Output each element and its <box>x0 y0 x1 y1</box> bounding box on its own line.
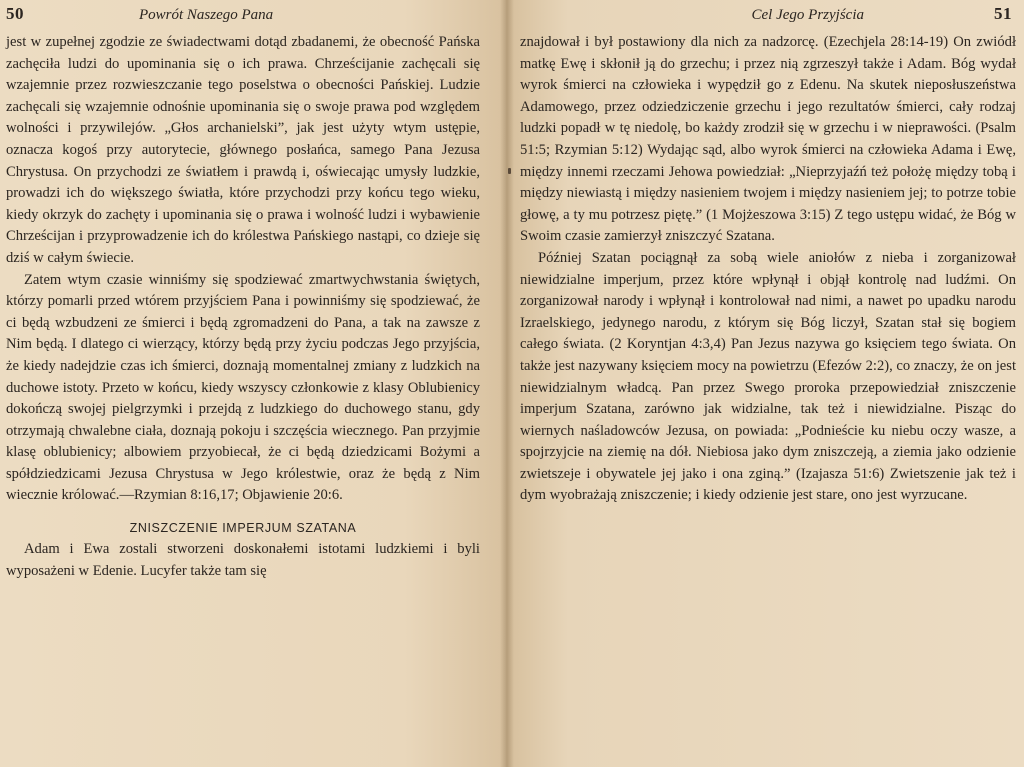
left-page <box>0 0 506 767</box>
right-running-head <box>520 4 1016 32</box>
left-paragraph-3: Adam i Ewa zostali stworzeni doskonałemi istotami ludzkiemi i byli wyposażeni w Edenie. Lucyfer także tam się <box>6 541 480 579</box>
left-paragraph-2: Zatem wtym czasie winniśmy się spodziewać zmartwychwstania świętych, którzy pomarli przed wtórem przyjściem Pana i powinniśmy się spodziewać, że ci będą wzbudzeni ze śmierci i będą zgromadzeni do Pana, a tak na zawsze z Nim będą. I dlatego ci wierzący, którzy będą przy życiu podczas Jego przyjścia, że kiedy nadejdzie czas ich śmierci, doznają momentalnej zmiany z ludzkich na duchowe istoty. Przeto w końcu, kiedy wszyscy członkowie z klasy Oblubienicy dokończą swojej pielgrzymki i przejdą z ludzkiego do duchowego stanu, gdy otrzymają chwalebne ciała, doznają pokoju i szczęścia wiecznego. Pan przyjmie klasę oblubienicy; albowiem przyobiecał, że ci będą dziedzicami Bożymi a spółdziedzicami Jezusa Chrystusa w Jego królestwie, oraz że będą z Nim wiecznie królować.—Rzymian 8:16,17; Objawienie 20:6. <box>6 271 480 504</box>
right-page-number: 51 <box>994 4 1012 23</box>
left-running-title: Powrót Naszego Pana <box>139 7 274 23</box>
left-running-head <box>6 4 480 32</box>
right-page <box>506 0 1024 767</box>
left-body-text <box>6 32 480 582</box>
section-heading: ZNISZCZENIE IMPERJUM SZATANA <box>129 521 357 536</box>
left-page-number: 50 <box>6 4 24 23</box>
right-paragraph-2: Później Szatan pociągnął za sobą wiele aniołów z nieba i zorganizował niewidzialne imperjum, przez które wpłynął i objął kontrolę nad ludźmi. On zorganizował narody i wpłynął i kontrolował nad nimi, a nawet po upadku narodu Izraelskiego, jedynego narodu, z którym się Bóg liczył, Szatan stał się bogiem całego świata. (2 Koryntjan 4:3,4) Pan Jezus nazywa go księciem tego świata. On także jest nazywany księciem mocy na powietrzu (Efezów 2:2), co znaczy, że on jest niewidzialnym władcą. Pan przez Swego proroka przepowiedział zniszczenie imperjum Szatana, zarówno jak widzialne, tak też i niewidzialne. Pisząc do wiernych naśladowców Jezusa, on powiada: „Podnieście ku niebu oczy wasze, a spojrzyjcie na ziemię na dół. Niebiosa jako dym zniszczeją, a ziemia jako odzienie zwietszeje i obywatele jej jako i ona zginą.” (Izajasza 51:6) Zwietszenie jak też i dym wyobrażają zniszczenie; i kiedy odzienie jest stare, ono jest wyrzucane. <box>520 249 1016 504</box>
right-paragraph-1: znajdował i był postawiony dla nich za nadzorcę. (Ezechjela 28:14-19) On zwiódł matkę Ewę i skłonił ją do grzechu; i przez nią zgrzeszył także i Adam. Bóg wydał wyrok śmierci na człowieka i wypędził go z Edenu. Na skutek nieposłuszeństwa Adamowego, przez odziedziczenie grzechu i jego rezultatów śmierci, cały rodzaj ludzki popadł w tę niedolę, bo każdy zrodził się w grzechu i w nieprawości. (Psalm 51:5; Rzymian 5:12) Wydając sąd, albo wyrok śmierci na człowieka Adama i Ewę, między innemi rzeczami Jehowa powiedział: „Nieprzyjaźń też położę między tobą i między niewiastą i między nasieniem twojem i między nasieniem jej; to potrze tobie głowę, a ty mu potrzesz piętę.” (1 Mojżeszowa 3:15) Z tego ustępu widać, że Bóg w Swoim czasie zamierzył zniszczyć Szatana. <box>520 34 1016 245</box>
right-body-text <box>520 32 1016 507</box>
right-running-title: Cel Jego Przyjścia <box>751 7 864 23</box>
left-paragraph-1: jest w zupełnej zgodzie ze świadectwami dotąd zbadanemi, że obecność Pańska zachęciła ludzi do upominania się o ich prawa. Chrześcijanie zachęcali się wzajemnie przez rozwieszczanie tego poselstwa o obecności Pańskiej. Ludzie zachęcali się wzajemnie odnośnie upominania się o swoje prawa pod względem wolności i przywilejów. „Głos archanielski”, jak jest użyty wtym ustępie, oznacza kogoś przy autorytecie, głównego posłańca, samego Pana Jezusa Chrystusa. On przychodzi ze światłem i prawdą i, oświecając umysły ludzkie, prowadzi ich do większego światła, które przychodzi przy końcu tego wieku, kiedy okrzyk do zachęty i upominania się o prawa i wolność ludzi i wybawienie Chrześcijan i przyprowadzenie ich do królestwa Pańskiego nastąpi, co dzieje się dziś w całym świecie. <box>6 34 480 266</box>
gutter-mark <box>508 168 511 174</box>
